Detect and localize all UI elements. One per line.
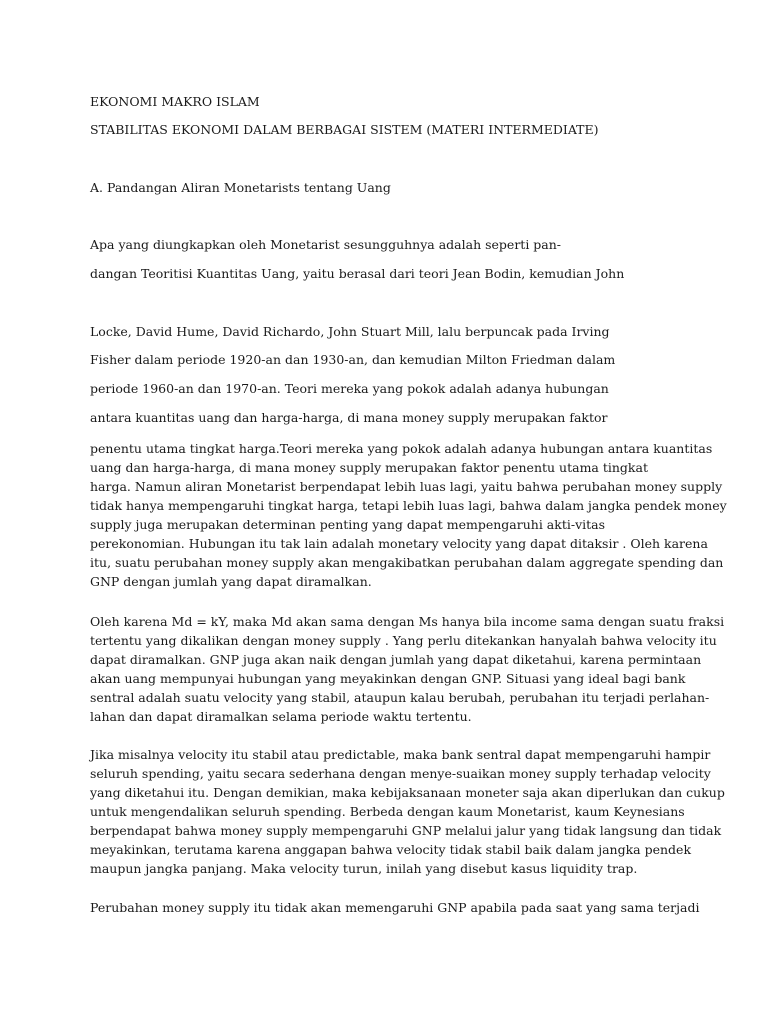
paragraph-line: untuk mengendalikan seluruh spending. Berbeda dengan kaum Monetarist, kaum Keynesians xyxy=(90,804,685,819)
paragraph-line: akan uang mempunyai hubungan yang meyakinkan dengan GNP. Situasi yang ideal bagi bank xyxy=(90,671,686,686)
paragraph-1 xyxy=(90,439,727,591)
paragraph-line: harga. Namun aliran Monetarist berpendapat lebih luas lagi, yaitu bahwa perubahan money supply xyxy=(90,479,723,494)
intro-line: dangan Teoritisi Kuantitas Uang, yaitu berasal dari teori Jean Bodin, kemudian John xyxy=(90,266,625,281)
history-line: Locke, David Hume, David Richardo, John Stuart Mill, lalu berpuncak pada Irving xyxy=(90,324,610,339)
history-line: antara kuantitas uang dan harga-harga, di mana money supply merupakan faktor xyxy=(90,410,608,425)
paragraph-line: meyakinkan, terutama karena anggapan bahwa velocity tidak stabil baik dalam jangka pendek xyxy=(90,842,692,857)
paragraph-line: dapat diramalkan. GNP juga akan naik dengan jumlah yang dapat diketahui, karena permintaan xyxy=(90,652,702,667)
paragraph-line: Perubahan money supply itu tidak akan memengaruhi GNP apabila pada saat yang sama terjadi xyxy=(90,900,700,915)
document-subtitle: STABILITAS EKONOMI DALAM BERBAGAI SISTEM (MATERI INTERMEDIATE) xyxy=(90,122,599,137)
paragraph-line: maupun jangka panjang. Maka velocity turun, inilah yang disebut kasus liquidity trap. xyxy=(90,861,638,876)
paragraph-line: tidak hanya mempengaruhi tingkat harga, tetapi lebih luas lagi, bahwa dalam jangka pendek money xyxy=(90,498,727,513)
paragraph-line: perekonomian. Hubungan itu tak lain adalah monetary velocity yang dapat ditaksir . Oleh karena xyxy=(90,536,708,551)
history-line: periode 1960-an dan 1970-an. Teori mereka yang pokok adalah adanya hubungan xyxy=(90,381,609,396)
paragraph-line: yang diketahui itu. Dengan demikian, maka kebijaksanaan moneter saja akan diperlukan dan cukup xyxy=(90,785,725,800)
history-line: Fisher dalam periode 1920-an dan 1930-an, dan kemudian Milton Friedman dalam xyxy=(90,352,616,367)
document-title: EKONOMI MAKRO ISLAM xyxy=(90,94,260,109)
paragraph-line: seluruh spending, yaitu secara sederhana dengan menye-suaikan money supply terhadap velocity xyxy=(90,766,711,781)
paragraph-line: supply juga merupakan determinan penting yang dapat mempengaruhi akti-vitas xyxy=(90,517,606,532)
section-heading: A. Pandangan Aliran Monetarists tentang Uang xyxy=(90,180,391,195)
paragraph-line: uang dan harga-harga, di mana money supply merupakan faktor penentu utama tingkat xyxy=(90,460,648,475)
paragraph-3 xyxy=(90,745,725,878)
paragraph-line: Jika misalnya velocity itu stabil atau predictable, maka bank sentral dapat mempengaruhi hampir xyxy=(90,747,711,762)
paragraph-line: Oleh karena Md = kY, maka Md akan sama dengan Ms hanya bila income sama dengan suatu fraksi xyxy=(90,614,725,629)
paragraph-4 xyxy=(90,898,700,917)
paragraph-2 xyxy=(90,612,725,726)
paragraph-line: sentral adalah suatu velocity yang stabil, ataupun kalau berubah, perubahan itu terjadi perlahan- xyxy=(90,690,710,705)
paragraph-line: lahan dan dapat diramalkan selama periode waktu tertentu. xyxy=(90,709,472,724)
paragraph-line: tertentu yang dikalikan dengan money supply . Yang perlu ditekankan hanyalah bahwa velocity itu xyxy=(90,633,717,648)
intro-line: Apa yang diungkapkan oleh Monetarist sesungguhnya adalah seperti pan- xyxy=(90,237,562,252)
paragraph-line: GNP dengan jumlah yang dapat diramalkan. xyxy=(90,574,372,589)
paragraph-line: penentu utama tingkat harga.Teori mereka yang pokok adalah adanya hubungan antara kuantitas xyxy=(90,441,713,456)
paragraph-line: berpendapat bahwa money supply mempengaruhi GNP melalui jalur yang tidak langsung dan tidak xyxy=(90,823,722,838)
paragraph-line: itu, suatu perubahan money supply akan mengakibatkan perubahan dalam aggregate spending dan xyxy=(90,555,724,570)
